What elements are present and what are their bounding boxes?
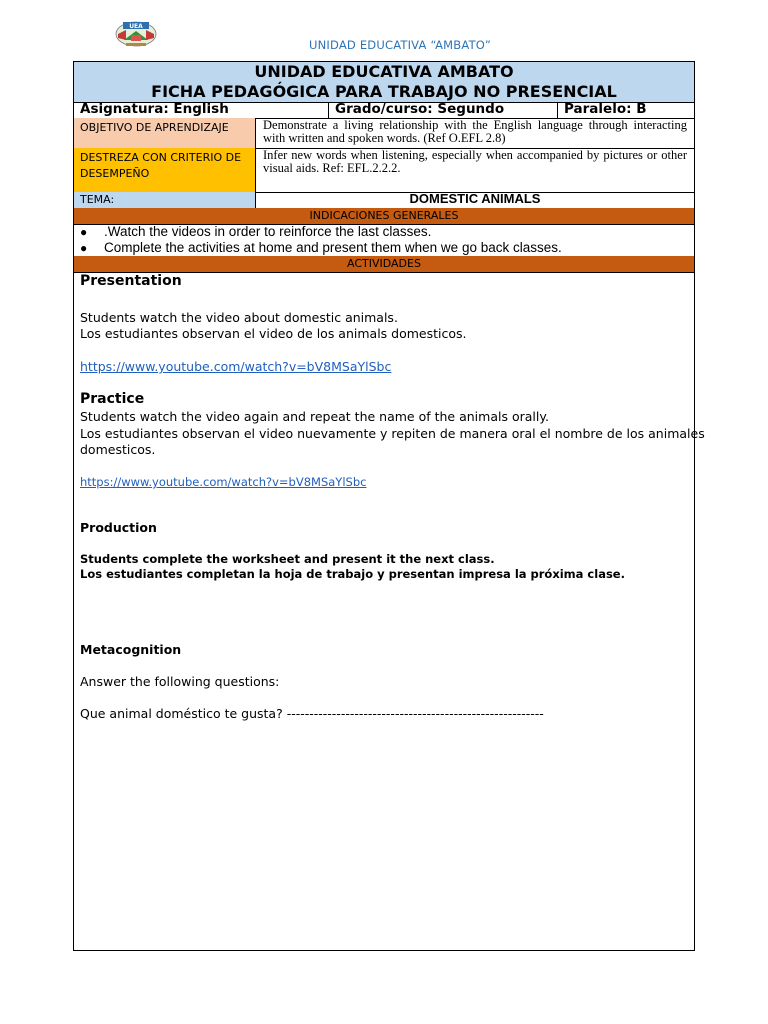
topic-label: TEMA: xyxy=(74,192,256,208)
skill-text: Infer new words when listening, especially when accompanied by pictures or other visual aids. Ref: EFL.2.2.2. xyxy=(263,148,687,175)
topic-value: DOMESTIC ANIMALS xyxy=(409,191,541,206)
list-item xyxy=(74,240,694,256)
form-subtitle: FICHA PEDAGÓGICA PARA TRABAJO NO PRESENCIAL xyxy=(74,82,694,103)
subject-cell: Asignatura: English xyxy=(74,102,329,118)
metacognition-question: Que animal doméstico te gusta? --------------------------------------------------------- xyxy=(80,706,544,721)
bullet-icon: ● xyxy=(80,225,88,239)
general-instructions-header: INDICACIONES GENERALES xyxy=(74,208,694,225)
instructions-list xyxy=(74,224,694,257)
skill-label: DESTREZA CON CRITERIO DE DESEMPEÑO xyxy=(74,148,256,192)
instruction-text: .Watch the videos in order to reinforce the last classes. xyxy=(104,224,432,239)
school-header: UNIDAD EDUCATIVA “AMBATO” xyxy=(308,38,491,52)
form-title: UNIDAD EDUCATIVA AMBATO xyxy=(74,62,694,83)
production-line-es: Los estudiantes completan la hoja de trabajo y presentan impresa la próxima clase. xyxy=(80,567,625,581)
activities-header: ACTIVIDADES xyxy=(74,256,694,273)
objective-text: Demonstrate a living relationship with the English language through interacting with written and spoken words. (Ref O.EFL 2.8) xyxy=(263,118,687,145)
production-heading: Production xyxy=(80,520,157,535)
objective-row xyxy=(74,118,694,149)
objective-label: OBJETIVO DE APRENDIZAJE xyxy=(74,118,256,148)
presentation-heading: Presentation xyxy=(80,273,182,289)
section-cell: Paralelo: B xyxy=(564,101,647,117)
subject-row xyxy=(74,102,694,119)
practice-line-en: Students watch the video again and repeat the name of the animals orally. xyxy=(80,409,549,424)
practice-heading: Practice xyxy=(80,391,145,407)
skill-row xyxy=(74,148,694,193)
practice-video-link[interactable]: https://www.youtube.com/watch?v=bV8MSaYlSbc xyxy=(80,475,367,489)
production-line-en: Students complete the worksheet and present it the next class. xyxy=(80,552,495,566)
bullet-icon: ● xyxy=(80,241,88,255)
grade-cell: Grado/curso: Segundo xyxy=(329,102,558,118)
presentation-line-en: Students watch the video about domestic animals. xyxy=(80,310,398,325)
presentation-video-link[interactable]: https://www.youtube.com/watch?v=bV8MSaYlSbc xyxy=(80,359,392,374)
pedagogical-form xyxy=(73,61,705,951)
metacognition-heading: Metacognition xyxy=(80,642,182,657)
topic-row xyxy=(74,192,694,209)
logo-text: UEA xyxy=(129,23,143,30)
practice-line-es: Los estudiantes observan el video nuevamente y repiten de manera oral el nombre de los animales xyxy=(80,426,705,441)
practice-line-es-cont: domesticos. xyxy=(80,442,156,457)
list-item xyxy=(74,224,694,240)
presentation-line-es: Los estudiantes observan el video de los animals domesticos. xyxy=(80,326,467,341)
metacognition-instruction: Answer the following questions: xyxy=(80,674,280,689)
instruction-text: Complete the activities at home and present them when we go back classes. xyxy=(104,240,562,255)
